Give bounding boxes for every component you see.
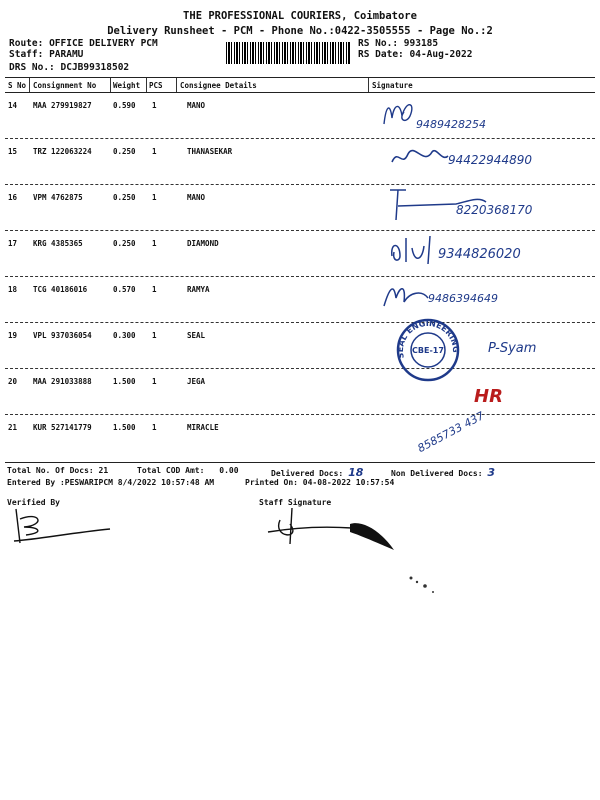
col-header-consignee: Consignee Details — [180, 81, 257, 90]
staff-signature-label: Staff Signature — [259, 498, 332, 507]
total-docs-value: 21 — [98, 466, 109, 475]
signature-note: 9344826020 — [438, 247, 521, 262]
cell-weight: 0.570 — [113, 285, 136, 294]
cod-label: Total COD Amt: — [137, 466, 205, 475]
delivered-value: 18 — [348, 466, 364, 479]
cell-consignment: TCG 40186016 — [33, 285, 88, 294]
signature-row-15 — [390, 140, 560, 174]
company-title: THE PROFESSIONAL COURIERS, Coimbatore — [183, 10, 417, 22]
cell-sno: 15 — [8, 147, 18, 156]
staff-signature — [262, 504, 402, 554]
col-header-sno: S No — [8, 81, 27, 90]
signature-row-21 — [404, 409, 504, 464]
verified-by-signature — [10, 505, 120, 545]
rs-no-value: 993185 — [403, 38, 439, 49]
col-header-signature: Signature — [372, 81, 413, 90]
col-header-consignment: Consignment No — [33, 81, 97, 90]
drs-line — [9, 62, 129, 73]
company-stamp — [396, 318, 576, 384]
ink-specks — [405, 570, 445, 600]
cell-consignee: MIRACLE — [187, 423, 219, 432]
table-header-rule — [5, 92, 595, 93]
drs-value: DCJB99318502 — [60, 62, 130, 73]
signature-row-14 — [380, 96, 520, 136]
verified-by-label: Verified By — [7, 498, 60, 507]
cell-pcs: 1 — [152, 423, 157, 432]
stamp-center: CBE-17 — [412, 346, 444, 355]
signature-note: P-Syam — [488, 341, 537, 356]
signature-note: 8220368170 — [456, 203, 533, 217]
col-divider — [146, 78, 147, 92]
cell-consignment: KUR 527141779 — [33, 423, 92, 432]
drs-label: DRS No.: — [9, 62, 55, 73]
row-divider — [5, 138, 595, 139]
col-header-pcs: PCS — [149, 81, 163, 90]
cell-sno: 21 — [8, 423, 18, 432]
cell-pcs: 1 — [152, 377, 157, 386]
cell-consignee: JEGA — [187, 377, 206, 386]
non-delivered-label: Non Delivered Docs: — [391, 469, 483, 478]
signature-note: 94422944890 — [448, 153, 532, 167]
table-top-rule — [5, 77, 595, 78]
cell-consignee: SEAL — [187, 331, 206, 340]
cell-pcs: 1 — [152, 147, 157, 156]
delivered-label: Delivered Docs: — [271, 469, 344, 478]
signature-row-17 — [388, 232, 558, 268]
cell-sno: 18 — [8, 285, 18, 294]
cell-consignment: VPL 937036054 — [33, 331, 92, 340]
runsheet-title: Delivery Runsheet - PCM - Phone No.:0422-3505555 - Page No.:2 — [107, 25, 493, 37]
cell-pcs: 1 — [152, 285, 157, 294]
cell-consignment: MAA 291033888 — [33, 377, 92, 386]
rs-date-label: RS Date: — [358, 49, 404, 60]
staff-line — [9, 49, 83, 60]
cell-consignee: THANASEKAR — [187, 147, 233, 156]
cell-sno: 16 — [8, 193, 18, 202]
rs-date-line — [358, 49, 472, 60]
non-delivered-value: 3 — [487, 466, 495, 479]
route-value: OFFICE DELIVERY PCM — [49, 38, 158, 49]
total-docs — [7, 466, 108, 475]
cell-sno: 14 — [8, 101, 18, 110]
stamp-text: SEAL ENGINEERING — [395, 318, 461, 360]
route-line — [9, 38, 158, 49]
rs-no-line — [358, 38, 438, 49]
signature-row-18 — [382, 280, 552, 316]
col-header-weight: Weight — [113, 81, 141, 90]
col-divider — [29, 78, 30, 92]
row-divider — [5, 414, 595, 415]
cell-weight: 0.250 — [113, 147, 136, 156]
staff-label: Staff: — [9, 49, 44, 60]
cell-pcs: 1 — [152, 239, 157, 248]
cell-weight: 0.590 — [113, 101, 136, 110]
signature-note: 8585733 437 — [415, 409, 487, 456]
barcode — [226, 42, 350, 64]
row-divider — [5, 276, 595, 277]
cell-weight: 0.300 — [113, 331, 136, 340]
col-divider — [110, 78, 111, 92]
rs-date-value: 04-Aug-2022 — [409, 49, 473, 60]
signature-row-16 — [386, 184, 566, 222]
cell-consignment: KRG 4385365 — [33, 239, 83, 248]
rs-no-label: RS No.: — [358, 38, 399, 49]
signature-note: HR — [474, 386, 503, 407]
signature-note: 9486394649 — [428, 292, 498, 305]
staff-value: PARAMU — [49, 49, 84, 60]
cell-pcs: 1 — [152, 193, 157, 202]
route-label: Route: — [9, 38, 44, 49]
cell-consignee: MANO — [187, 101, 206, 110]
cell-weight: 1.500 — [113, 377, 136, 386]
cell-pcs: 1 — [152, 101, 157, 110]
cell-weight: 1.500 — [113, 423, 136, 432]
cell-consignee: RAMYA — [187, 285, 210, 294]
total-docs-label: Total No. Of Docs: — [7, 466, 94, 475]
cell-weight: 0.250 — [113, 239, 136, 248]
cell-sno: 19 — [8, 331, 18, 340]
signature-row-20 — [470, 380, 530, 410]
cod-amount — [137, 466, 239, 475]
printed-on: Printed On: 04-08-2022 10:57:54 — [245, 478, 395, 487]
entered-by: Entered By :PESWARIPCM 8/4/2022 10:57:48 AM — [7, 478, 215, 487]
cell-sno: 20 — [8, 377, 18, 386]
cell-consignment: VPM 4762875 — [33, 193, 83, 202]
cell-pcs: 1 — [152, 331, 157, 340]
col-divider — [176, 78, 177, 92]
cell-consignee: MANO — [187, 193, 206, 202]
cod-value: 0.00 — [219, 466, 239, 475]
totals-rule — [5, 462, 595, 463]
cell-consignee: DIAMOND — [187, 239, 219, 248]
col-divider — [368, 78, 369, 92]
row-divider — [5, 230, 595, 231]
signature-note: 9489428254 — [416, 118, 486, 131]
cell-consignment: TRZ 122063224 — [33, 147, 92, 156]
cell-weight: 0.250 — [113, 193, 136, 202]
cell-consignment: MAA 279919827 — [33, 101, 92, 110]
non-delivered-docs — [391, 466, 495, 479]
cell-sno: 17 — [8, 239, 18, 248]
